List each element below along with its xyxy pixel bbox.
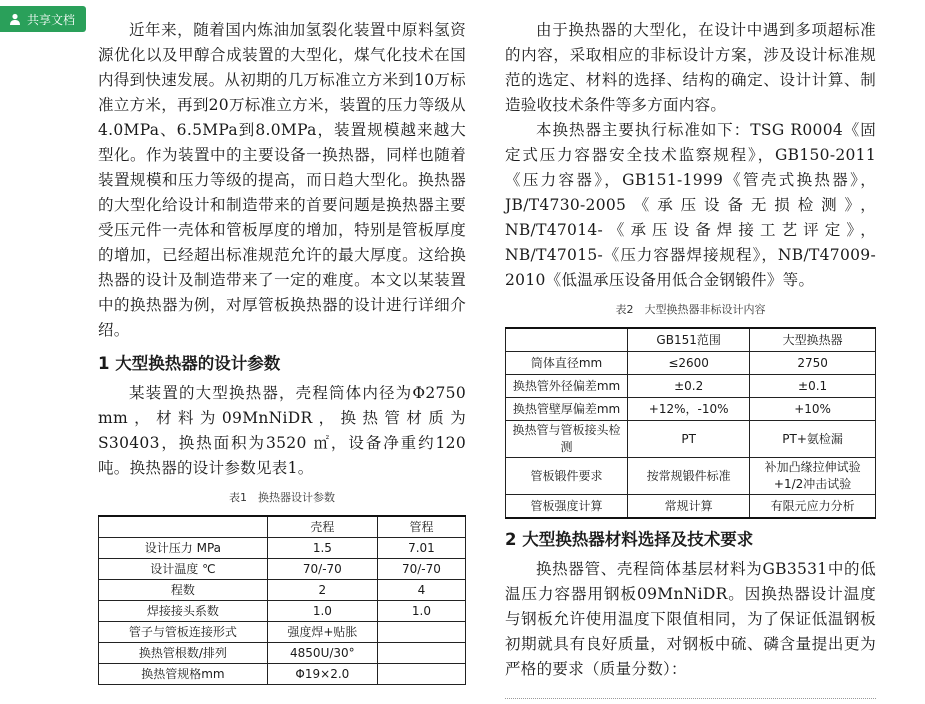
table-row xyxy=(506,458,876,495)
section1-paragraph: 某装置的大型换热器，壳程筒体内径为Φ2750 mm，材料为09MnNiDR，换热管材质为S30403，换热面积为3520 ㎡，设备净重约120吨。换热器的设计参数见表1。 xyxy=(98,384,466,477)
shared-doc-badge[interactable] xyxy=(0,6,86,32)
table-cell: 换热管壁厚偏差mm xyxy=(506,398,628,421)
table2-header-cell: 大型换热器 xyxy=(750,328,876,352)
table-row xyxy=(506,421,876,458)
table-cell: 70/-70 xyxy=(267,559,377,580)
table-cell: 换热管外径偏差mm xyxy=(506,375,628,398)
table-row xyxy=(99,643,466,664)
table-cell: 管板锻件要求 xyxy=(506,458,628,495)
table2-header-cell xyxy=(506,328,628,352)
badge-label: 共享文档 xyxy=(27,12,76,27)
table-cell: ±0.1 xyxy=(750,375,876,398)
table-cell: 程数 xyxy=(99,580,268,601)
table1-header-row xyxy=(99,516,466,538)
table-cell: 管子与管板连接形式 xyxy=(99,622,268,643)
table-cell: ±0.2 xyxy=(628,375,750,398)
table-cell: 管板强度计算 xyxy=(506,495,628,519)
table-row xyxy=(99,622,466,643)
standards-paragraph: 本换热器主要执行标准如下：TSG R0004《固定式压力容器安全技术监察规程》，GB150-2011《压力容器》，GB151-1999《管壳式换热器》，JB/T4730-2005《承压设备无损检测》，NB/T47014-《承压设备焊接工艺评定》，NB/T47015-《压力容器焊接规程》，NB/T47009-2010《低温承压设备用低合金钢锻件》等。 xyxy=(505,121,876,289)
table-cell: 有限元应力分析 xyxy=(750,495,876,519)
right-column xyxy=(505,18,876,682)
left-column xyxy=(98,18,466,685)
table-row xyxy=(99,538,466,559)
table-cell: PT xyxy=(628,421,750,458)
table-cell: 4850U/30° xyxy=(267,643,377,664)
table2 xyxy=(505,327,876,519)
table2-header-row xyxy=(506,328,876,352)
table-cell: +12%，-10% xyxy=(628,398,750,421)
table-cell: 70/-70 xyxy=(377,559,465,580)
table-cell xyxy=(377,622,465,643)
table1-header-cell: 管程 xyxy=(377,516,465,538)
table-row xyxy=(99,559,466,580)
share-doc-icon xyxy=(8,12,22,26)
table-cell: 设计温度 ℃ xyxy=(99,559,268,580)
table-cell: PT+氨检漏 xyxy=(750,421,876,458)
divider xyxy=(505,698,876,699)
table1-header-cell xyxy=(99,516,268,538)
intro-paragraph: 近年来，随着国内炼油加氢裂化装置中原料氢资源优化以及甲醇合成装置的大型化，煤气化技术在国内得到快速发展。从初期的几万标准立方米到10万标准立方米，再到20万标准立方米，装置的压力等级从4.0MPa、6.5MPa到8.0MPa，装置规模越来越大型化。作为装置中的主要设备一换热器，同样也随着装置规模和压力等级的提高，而日趋大型化。换热器的大型化给设计和制造带来的首要问题是换热器主要受压元件一壳体和管板厚度的增加，特别是管板厚度的增加，已经超出标准规范允许的最大厚度。这给换热器的设计及制造带来了一定的难度。本文以某装置中的换热器为例，对厚管板换热器的设计进行详细介绍。 xyxy=(98,21,466,339)
table-cell: 换热管根数/排列 xyxy=(99,643,268,664)
table-row xyxy=(506,495,876,519)
table-cell: 补加凸缘拉伸试验+1/2冲击试验 xyxy=(750,458,876,495)
table-cell xyxy=(377,643,465,664)
table-cell: 常规计算 xyxy=(628,495,750,519)
table-cell: 1.0 xyxy=(377,601,465,622)
table-row xyxy=(99,580,466,601)
table-cell: 2750 xyxy=(750,352,876,375)
table-cell: 1.0 xyxy=(267,601,377,622)
section1-title: 1 大型换热器的设计参数 xyxy=(98,354,281,373)
table-cell: 换热管与管板接头检测 xyxy=(506,421,628,458)
table-cell: Φ19×2.0 xyxy=(267,664,377,685)
table-row xyxy=(506,375,876,398)
table-cell: 筒体直径mm xyxy=(506,352,628,375)
section2-title: 2 大型换热器材料选择及技术要求 xyxy=(505,530,754,549)
table1-caption: 表1 换热器设计参数 xyxy=(229,491,335,504)
table1-header-cell: 壳程 xyxy=(267,516,377,538)
table-cell: 2 xyxy=(267,580,377,601)
table-row xyxy=(99,601,466,622)
table-row xyxy=(506,352,876,375)
table-cell: 7.01 xyxy=(377,538,465,559)
table-cell: 换热管规格mm xyxy=(99,664,268,685)
table-cell: 设计压力 MPa xyxy=(99,538,268,559)
table1 xyxy=(98,515,466,685)
table-cell: 焊接接头系数 xyxy=(99,601,268,622)
table2-header-cell: GB151范围 xyxy=(628,328,750,352)
table-cell: 强度焊+贴胀 xyxy=(267,622,377,643)
table-cell: 按常规锻件标准 xyxy=(628,458,750,495)
table-cell: +10% xyxy=(750,398,876,421)
table-cell: 1.5 xyxy=(267,538,377,559)
section2-paragraph: 换热器管、壳程筒体基层材料为GB3531中的低温压力容器用钢板09MnNiDR。因换热器设计温度与钢板允许使用温度下限值相同，为了保证低温钢板初期就具有良好质量，对钢板中硫、磷含量提出更为严格的要求（质量分数）： xyxy=(505,560,876,678)
table-row xyxy=(506,398,876,421)
table2-caption: 表2 大型换热器非标设计内容 xyxy=(615,303,766,316)
table-cell: 4 xyxy=(377,580,465,601)
table-cell xyxy=(377,664,465,685)
table-cell: ≤2600 xyxy=(628,352,750,375)
right-paragraph-1: 由于换热器的大型化，在设计中遇到多项超标准的内容，采取相应的非标设计方案，涉及设计标准规范的选定、材料的选择、结构的确定、设计计算、制造验收技术条件等多方面内容。 xyxy=(505,21,876,114)
table-row xyxy=(99,664,466,685)
